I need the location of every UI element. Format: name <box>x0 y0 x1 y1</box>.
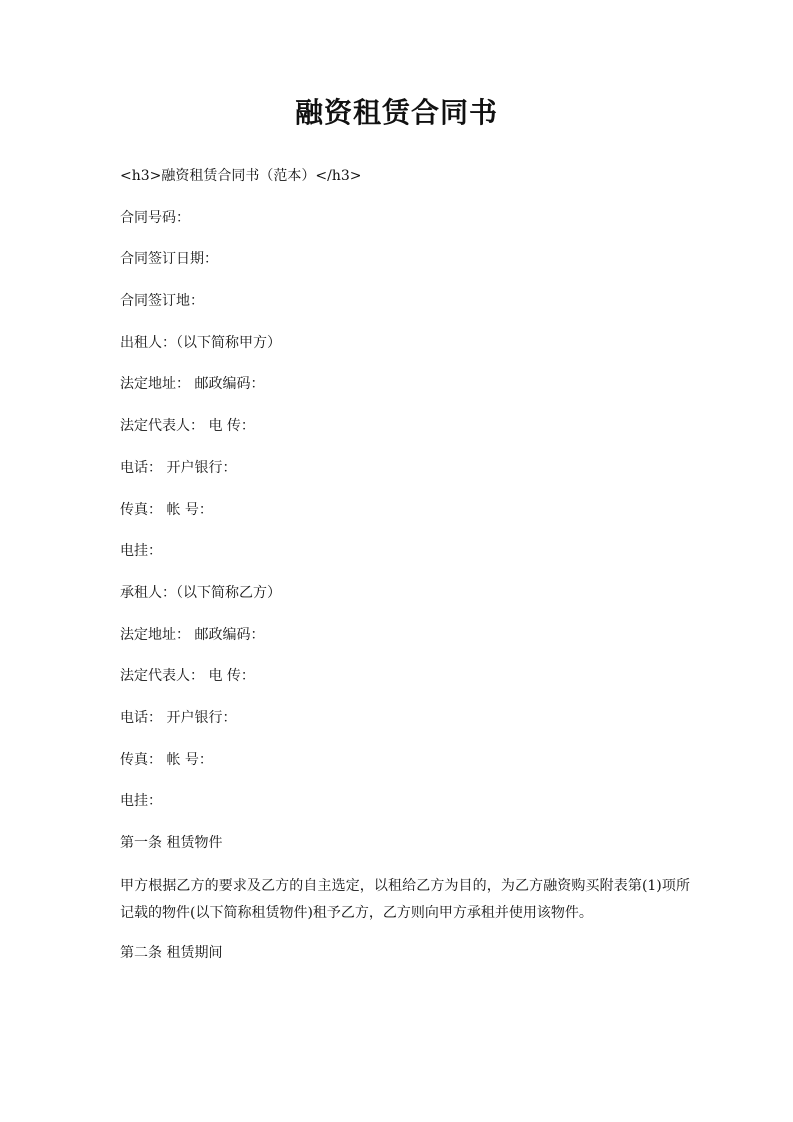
document-body <box>120 164 690 982</box>
lessor-representative-line: 法定代表人： 电 传： <box>120 418 255 435</box>
document-title: 融资租赁合同书 <box>294 96 498 129</box>
lessor-phone-line: 电话： 开户银行： <box>120 459 237 476</box>
text-line: <h3>融资租赁合同书（范本）</h3> <box>120 168 362 184</box>
article-1-heading: 第一条 租赁物件 <box>120 835 223 851</box>
lessee-phone-line: 电话： 开户银行： <box>120 709 237 726</box>
lessee-fax-line: 传真： 帐 号： <box>120 751 213 768</box>
lessor-address-line: 法定地址： 邮政编码： <box>120 376 265 393</box>
lessee-line: 承租人：（以下简称乙方） <box>120 584 281 601</box>
lessor-fax-line: 传真： 帐 号： <box>120 501 213 518</box>
signing-place-line: 合同签订地： <box>120 293 204 310</box>
contract-number-line: 合同号码： <box>120 209 190 226</box>
signing-date-line: 合同签订日期： <box>120 251 218 268</box>
lessee-representative-line: 法定代表人： 电 传： <box>120 668 255 685</box>
article-2-heading: 第二条 租赁期间 <box>120 944 223 961</box>
lessee-address-line: 法定地址： 邮政编码： <box>120 626 265 643</box>
lessor-cable-line: 电挂： <box>120 543 162 560</box>
article-1-paragraph: 甲方根据乙方的要求及乙方的自主选定，以租给乙方为目的，为乙方融资购买附表第(1)项所记载的物件(以下简称租赁物件)租予乙方，乙方则向甲方承租并使用该物件。 <box>120 877 690 921</box>
lessee-cable-line: 电挂： <box>120 793 162 810</box>
lessor-line: 出租人：（以下简称甲方） <box>120 334 281 351</box>
